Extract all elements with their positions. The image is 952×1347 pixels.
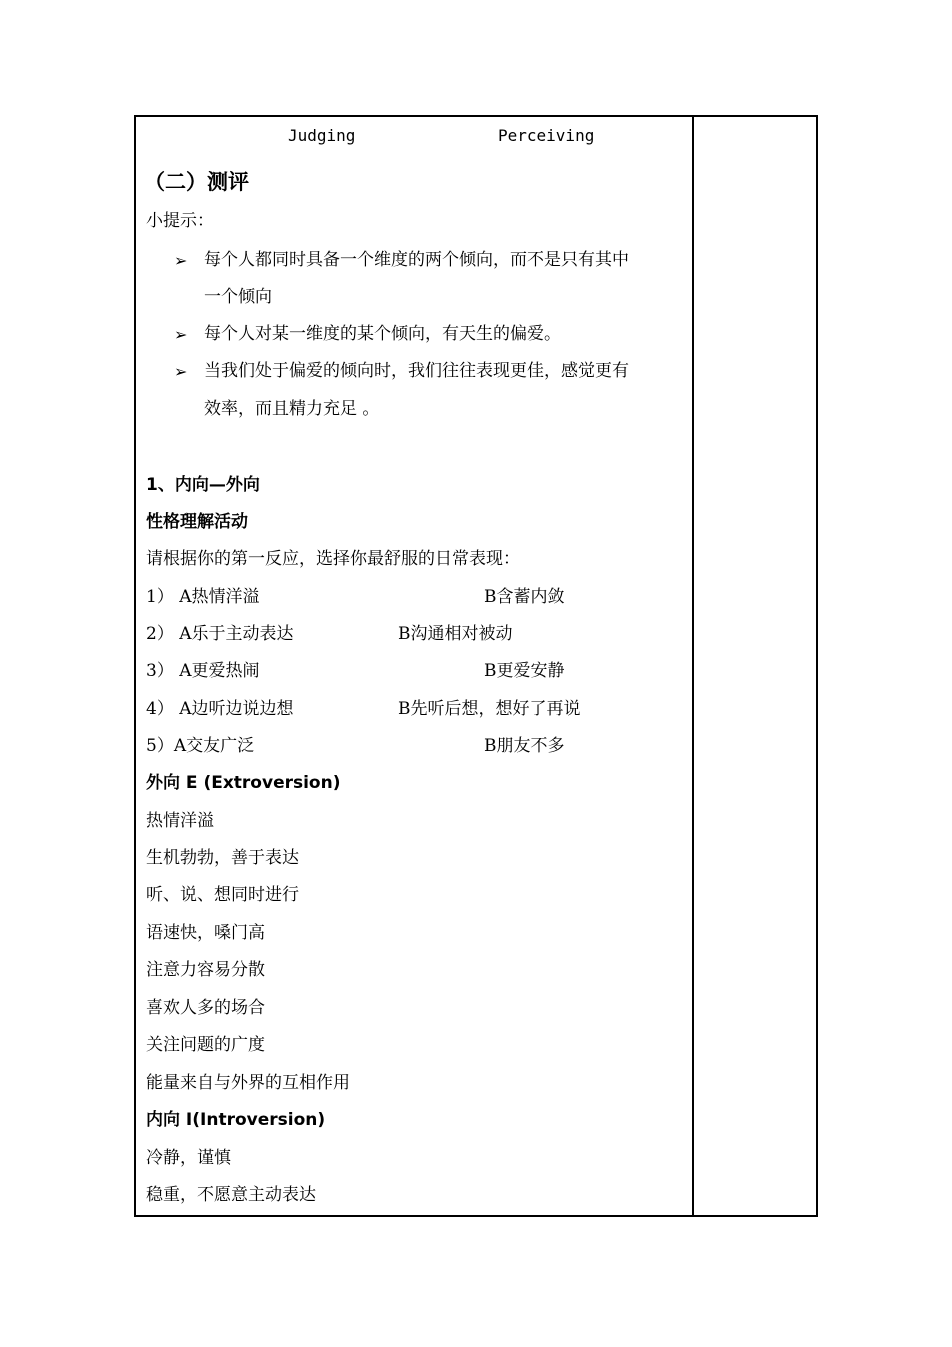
judging-label: Judging xyxy=(288,126,356,145)
option-a: 5）A交友广泛 xyxy=(146,736,255,756)
option-a: 2） A乐于主动表达 xyxy=(146,624,294,644)
extroversion-trait: 能量来自与外界的互相作用 xyxy=(146,1073,350,1093)
tip-1-line-2: 一个倾向 xyxy=(204,287,272,307)
arrow-bullet-icon: ➢ xyxy=(174,362,188,381)
tip-3-line-1: 当我们处于偏爱的倾向时，我们往往表现更佳，感觉更有 xyxy=(204,361,629,381)
tips-label: 小提示： xyxy=(146,211,214,231)
extroversion-trait: 喜欢人多的场合 xyxy=(146,998,265,1018)
extroversion-trait: 生机勃勃，善于表达 xyxy=(146,848,299,868)
introversion-title: 内向 I(Introversion) xyxy=(146,1110,326,1130)
extroversion-trait: 关注问题的广度 xyxy=(146,1035,265,1055)
arrow-bullet-icon: ➢ xyxy=(174,251,188,270)
activity-title: 性格理解活动 xyxy=(146,512,248,532)
extroversion-trait: 听、说、想同时进行 xyxy=(146,885,299,905)
section-title: （二）测评 xyxy=(144,170,249,194)
side-notes-column xyxy=(694,117,816,1215)
main-column xyxy=(136,117,692,1215)
arrow-bullet-icon: ➢ xyxy=(174,325,188,344)
extroversion-trait: 注意力容易分散 xyxy=(146,960,265,980)
option-a: 3） A更爱热闹 xyxy=(146,661,260,681)
page-table xyxy=(134,115,818,1217)
dimension-title: 1、内向—外向 xyxy=(146,475,260,495)
instruction-text: 请根据你的第一反应，选择你最舒服的日常表现： xyxy=(146,549,520,569)
introversion-trait: 稳重，不愿意主动表达 xyxy=(146,1185,316,1205)
perceiving-label: Perceiving xyxy=(498,126,595,145)
option-b: B先听后想，想好了再说 xyxy=(398,699,581,719)
tip-1-line-1: 每个人都同时具备一个维度的两个倾向，而不是只有其中 xyxy=(204,250,629,270)
option-a: 4） A边听边说边想 xyxy=(146,699,294,719)
option-b: B朋友不多 xyxy=(484,736,565,756)
extroversion-trait: 热情洋溢 xyxy=(146,811,214,831)
option-a: 1） A热情洋溢 xyxy=(146,587,260,607)
option-b: B沟通相对被动 xyxy=(398,624,513,644)
tip-2-line-1: 每个人对某一维度的某个倾向，有天生的偏爱。 xyxy=(204,324,561,344)
option-b: B含蓄内敛 xyxy=(484,587,565,607)
option-b: B更爱安静 xyxy=(484,661,565,681)
extroversion-trait: 语速快，嗓门高 xyxy=(146,923,265,943)
extroversion-title: 外向 E (Extroversion) xyxy=(146,773,341,793)
introversion-trait: 冷静，谨慎 xyxy=(146,1148,231,1168)
tip-3-line-2: 效率，而且精力充足 。 xyxy=(204,399,380,419)
